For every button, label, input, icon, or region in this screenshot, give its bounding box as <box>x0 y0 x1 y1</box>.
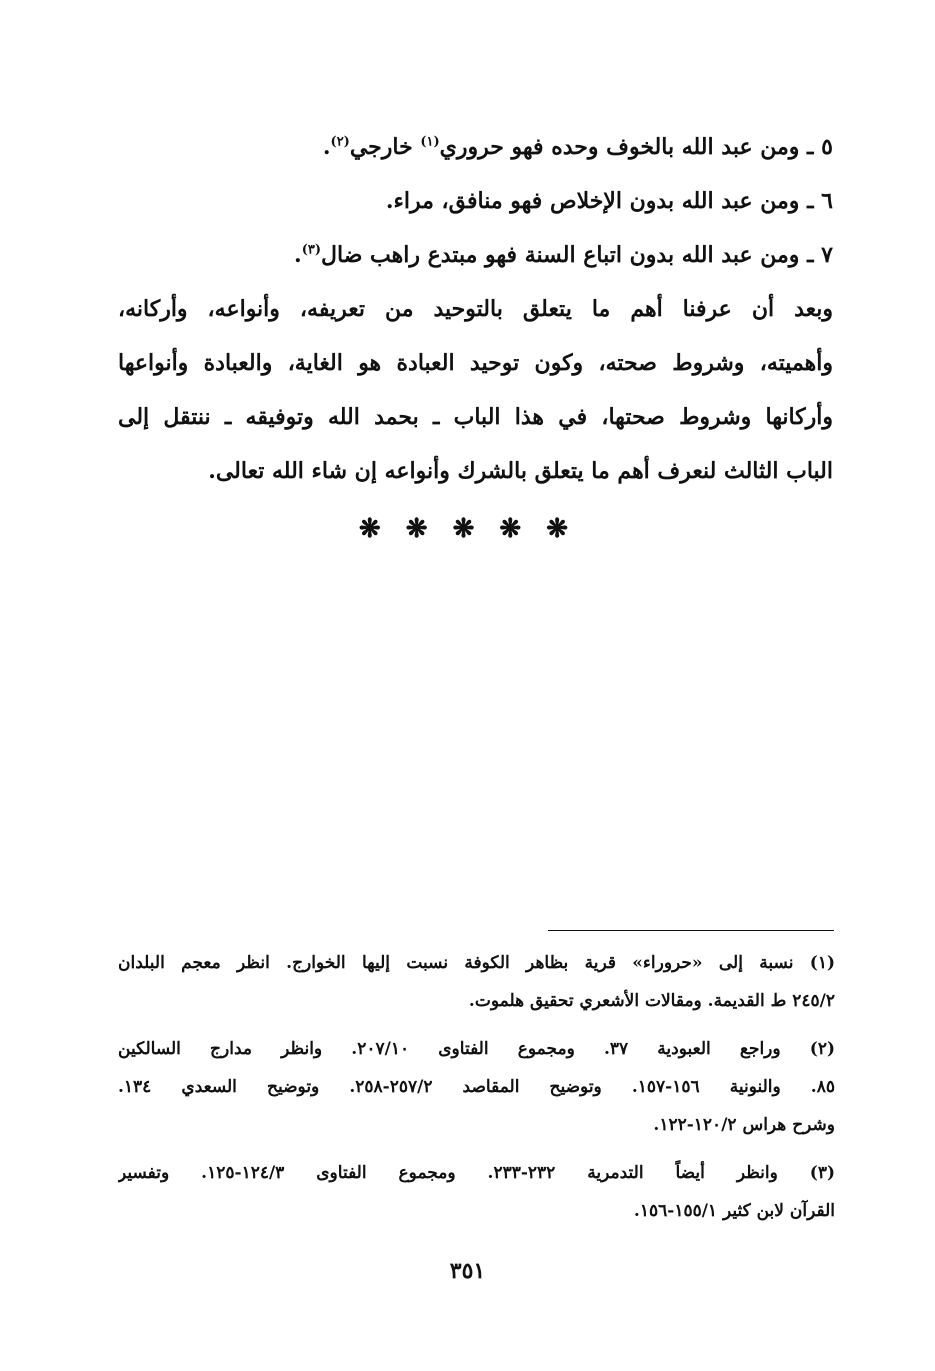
list-item-7-period: . <box>294 242 302 268</box>
footnote-2-line-2: ٨٥. والنونية ١٥٦-١٥٧. وتوضيح المقاصد ٢٥٧/٢-٢٥٨. وتوضيح السعدي ١٣٤. <box>118 1077 835 1097</box>
paragraph-line-1: وبعد أن عرفنا أهم ما يتعلق بالتوحيد من تعريفه، وأنواعه، وأركانه، <box>118 296 833 322</box>
paragraph-line-3: وأركانها وشروط صحتها، في هذا الباب ـ بحمد الله وتوفيقه ـ ننتقل إلى <box>118 404 833 430</box>
footnote-ref-2: (٢) <box>330 134 350 150</box>
footnote-ref-1: (١) <box>420 134 440 150</box>
footnote-ref-3: (٣) <box>301 242 322 258</box>
paragraph-line-2: وأهميته، وشروط صحته، وكون توحيد العبادة هو الغاية، والعبادة وأنواعها <box>118 350 833 376</box>
list-item-6 <box>118 174 833 228</box>
footnote-1-line-2: ٢٤٥/٢ ط القديمة. ومقالات الأشعري تحقيق هلموت. <box>468 991 835 1011</box>
footnote-3-line-1: (٣) وانظر أيضاً التدمرية ٢٣٢-٢٣٣. ومجموع الفتاوى ١٢٤/٣-١٢٥. وتفسير <box>118 1163 835 1183</box>
paragraph-line-4: الباب الثالث لنعرف أهم ما يتعلق بالشرك وأنواعه إن شاء الله تعالى. <box>208 458 833 484</box>
list-item-6-text: ٦ ـ ومن عبد الله بدون الإخلاص فهو منافق، مراء. <box>385 188 833 214</box>
list-item-5 <box>118 120 833 174</box>
list-item-5-text-cont: خارجي <box>349 134 421 160</box>
list-item-5-text: ٥ ـ ومن عبد الله بالخوف وحده فهو حروري <box>439 134 833 160</box>
page-number: ٣٥١ <box>449 1258 486 1284</box>
footnote-3-line-2: القرآن لابن كثير ١٥٥/١-١٥٦. <box>633 1201 835 1221</box>
main-text <box>118 120 833 498</box>
list-item-5-period: . <box>322 134 331 160</box>
footnotes <box>118 944 835 1230</box>
footnote-2-line-1: (٢) وراجع العبودية ٣٧. ومجموع الفتاوى ٢٠٧/١٠. وانظر مدارج السالكين <box>118 1039 835 1059</box>
list-item-7 <box>118 228 833 282</box>
footnote-1-line-1: (١) نسبة إلى «حروراء» قرية بظاهر الكوفة نسبت إليها الخوارج. انظر معجم البلدان <box>118 953 835 973</box>
footnote-divider <box>548 930 834 931</box>
section-separator: ❋ ❋ ❋ ❋ ❋ <box>358 514 577 544</box>
footnote-2-line-3: وشرح هراس ١٢٠/٢-١٢٢. <box>653 1115 835 1135</box>
list-item-7-text: ٧ ـ ومن عبد الله بدون اتباع السنة فهو مبتدع راهب ضال <box>321 242 833 268</box>
